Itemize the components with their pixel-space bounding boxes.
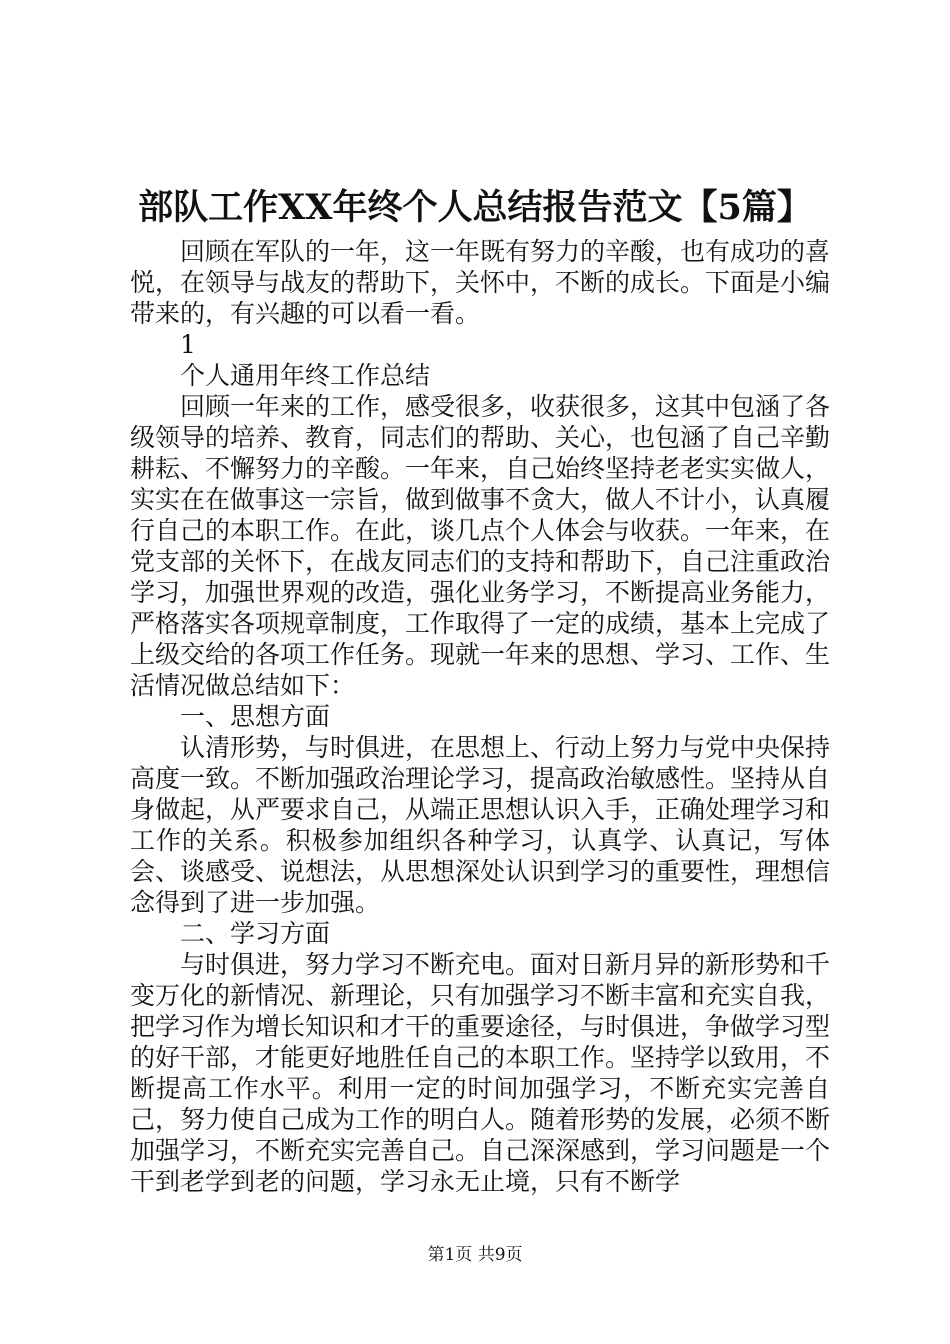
section-title: 个人通用年终工作总结: [180, 361, 431, 390]
section-number: 1: [180, 330, 196, 359]
page-footer: 第1页 共9页: [427, 1245, 523, 1265]
body-paragraph: 与时俱进，努力学习不断充电。面对日新月异的新形势和千变万化的新情况、新理论，只有加强学习不断丰富和充实自我，把学习作为增长知识和才干的重要途径，与时俱进，争做学习型的好干部，才能更好地胜任自己的本职工作。坚持学以致用，不断提高工作水平。利用一定的时间加强学习，不断充实完善自己，努力使自己成为工作的明白人。随着形势的发展，必须不断加强学习，不断充实完善自己。自己深深感到，学习问题是一个干到老学到老的问题，学习永无止境，只有不断学: [130, 950, 831, 1196]
subheading-thought: 一、思想方面: [180, 702, 331, 731]
subheading-study: 二、学习方面: [180, 919, 331, 948]
intro-paragraph: 回顾在军队的一年，这一年既有努力的辛酸，也有成功的喜悦，在领导与战友的帮助下，关怀中，不断的成长。下面是小编带来的，有兴趣的可以看一看。: [130, 237, 831, 328]
document-title: 部队工作XX年终个人总结报告范文【5篇】: [138, 187, 812, 228]
body-paragraph: 认清形势，与时俱进，在思想上、行动上努力与党中央保持高度一致。不断加强政治理论学习，提高政治敏感性。坚持从自身做起，从严要求自己，从端正思想认识入手，正确处理学习和工作的关系。积极参加组织各种学习，认真学、认真记，写体会、谈感受、说想法，从思想深处认识到学习的重要性，理想信念得到了进一步加强。: [130, 733, 831, 917]
body-paragraph: 回顾一年来的工作，感受很多，收获很多，这其中包涵了各级领导的培养、教育，同志们的帮助、关心，也包涵了自己辛勤耕耘、不懈努力的辛酸。一年来，自己始终坚持老老实实做人，实实在在做事这一宗旨，做到做事不贪大，做人不计小，认真履行自己的本职工作。在此，谈几点个人体会与收获。一年来，在党支部的关怀下，在战友同志们的支持和帮助下，自己注重政治学习，加强世界观的改造，强化业务学习，不断提高业务能力，严格落实各项规章制度，工作取得了一定的成绩，基本上完成了上级交给的各项工作任务。现就一年来的思想、学习、工作、生活情况做总结如下：: [130, 392, 831, 700]
document-body: [130, 236, 830, 1197]
